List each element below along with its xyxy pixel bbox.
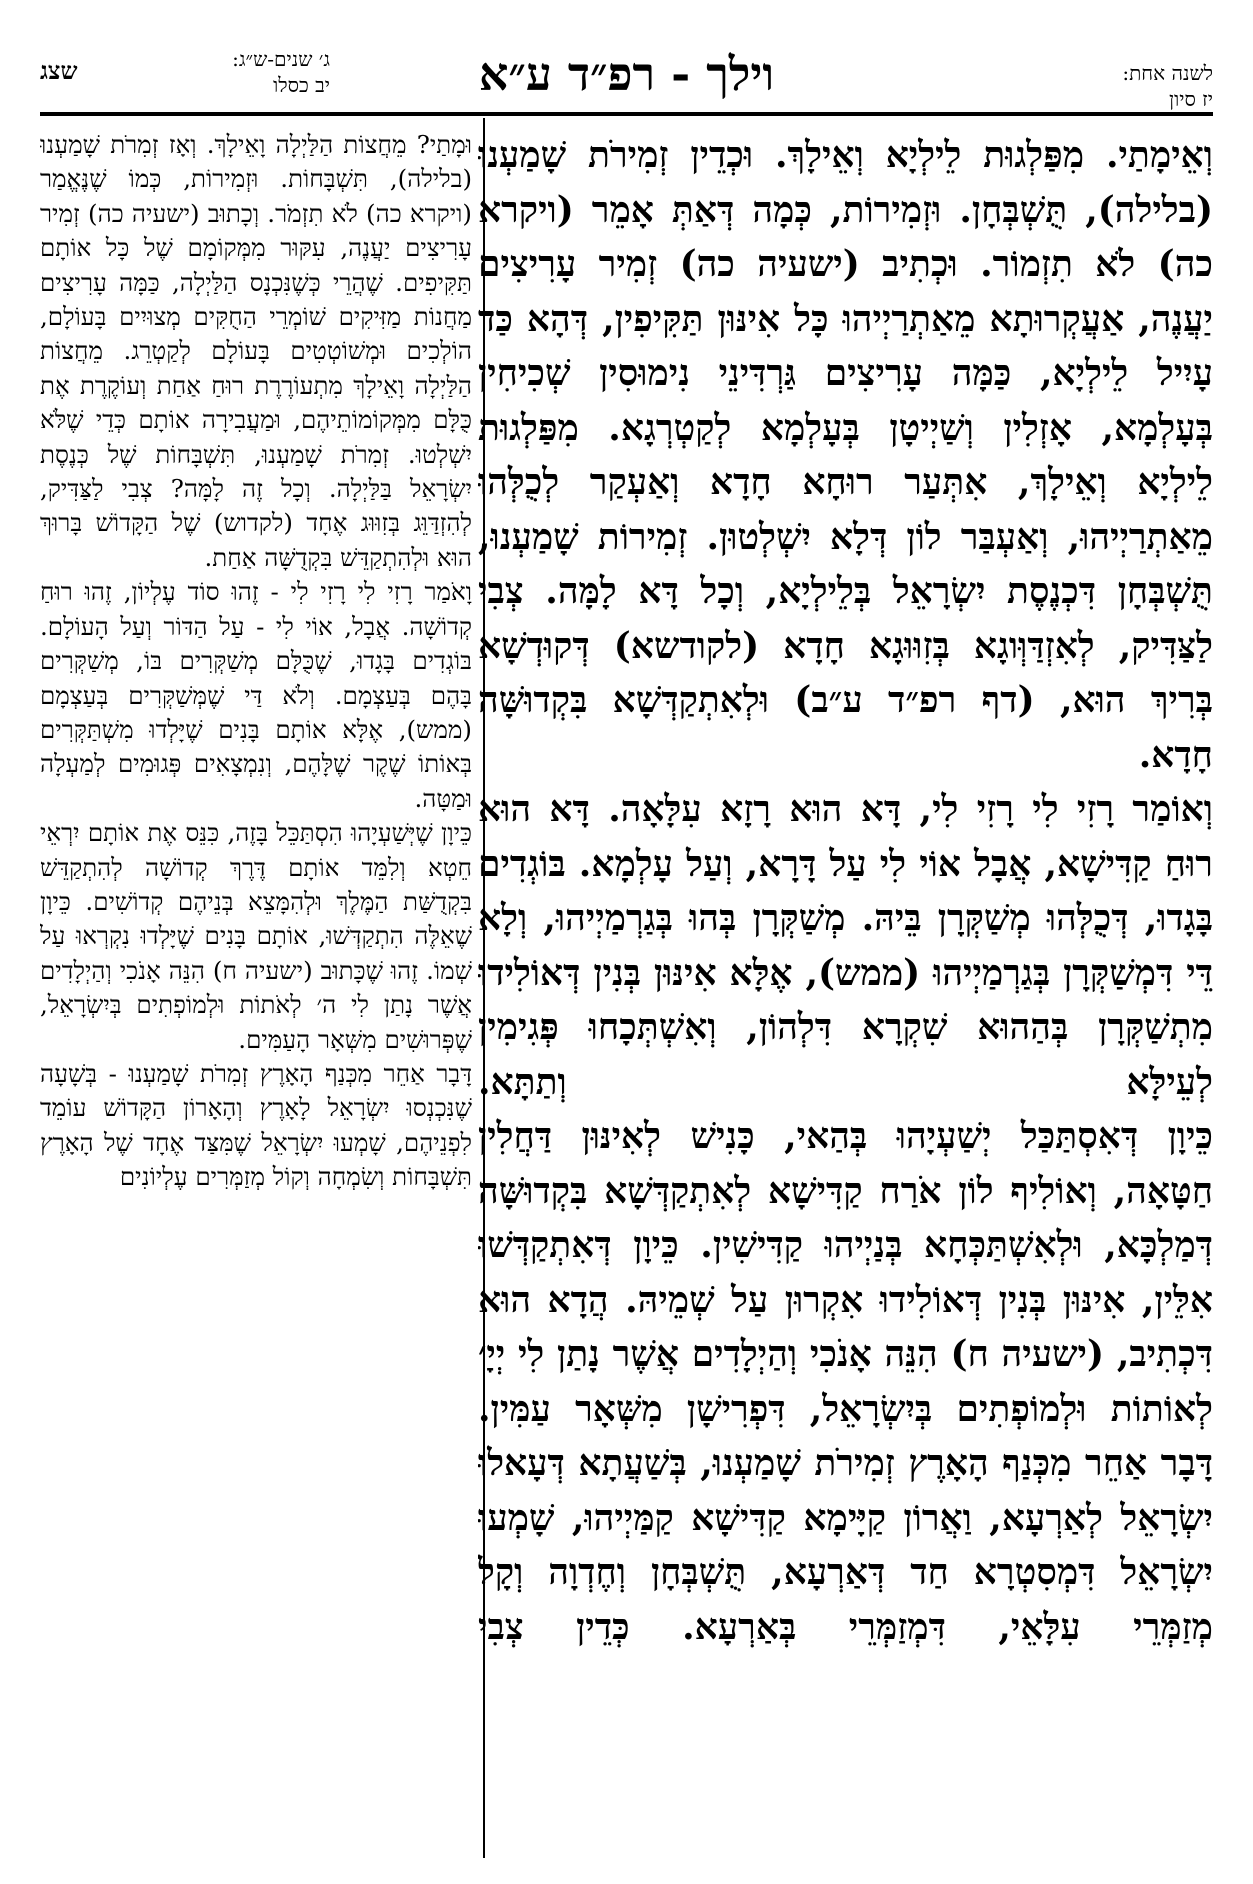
main-paragraph-2: וְאוֹמַר רָזִי לִי רָזִי לִי, דָּא הוּא רָזָא עִלָּאָה. דָּא הוּא רוּחַ קַדִּישָׁא, אֲבָל אוֹי לִי עַל דָּרָא, וְעַל עָלְמָא. בּוֹגְדִים בָּגָדוּ, דְּכֻלְּהוּ מְשַׁקְּרָן בֵּיהּ. מְשַׁקְּרָן בְּהוּ בְּגַרְמַיְיהוּ, וְלָא דֵּי דִּמְשַׁקְּרָן בְּגַרְמַיְיהוּ (ממש), אֶלָּא אִינּוּן בְּנִין דְּאוֹלִידוּ מִתְשַׁקְּרָן בְּהַהוּא שִׁקְרָא דִּלְהוֹן, וְאִשְׁתְּכָחוּ פְּגִימִין לְעֵילָּא וְתַתָּא. xyxy=(478,788,1213,1103)
aramaic-column xyxy=(478,128,1213,1868)
date-cycle-label: יב כסלו xyxy=(273,73,330,97)
year-cycle-label: ג׳ שנים-ש״ג: xyxy=(232,47,330,71)
side-paragraph-4: דָּבָר אַחֵר מִכְּנַף הָאָרֶץ זְמִרֹת שָׁמַעְנוּ - בְּשָׁעָה שֶׁנִּכְנְסוּ יִשְׂרָאֵל לָאָרֶץ וְהָאָרוֹן הַקָּדוֹשׁ עוֹמֵד לִפְנֵיהֶם, שָׁמְעוּ יִשְׂרָאֵל שֶׁמִּצַּד אֶחָד שֶׁל הָאָרֶץ תִּשְׁבָּחוֹת וְשִׂמְחָה וְקוֹל מְזַמְּרִים עֶלְיוֹנִים xyxy=(40,1058,472,1192)
main-paragraph-3: כֵּיוָן דְּאִסְתַּכַּל יְשַׁעְיָהוּ בְּהַאי, כָּנִישׁ לְאִינּוּן דַּחֲלִין חַטָּאָה, וְאוֹלִיף לוֹן אֹרַח קַדִּישָׁא לְאִתְקַדְּשָׁא בִּקְדוּשָּׁה דְּמַלְכָּא, וּלְאִשְׁתַּכְּחָא בְּנַיְיהוּ קַדִּישִׁין. כֵּיוָן דְּאִתְקַדְּשׁוּ אִלֵּין, אִינּוּן בְּנִין דְּאוֹלִידוּ אִקְרוּן עַל שְׁמֵיהּ. הֲדָא הוּא דִּכְתִיב, (ישעיה ח) הִנֵּה אָנֹכִי וְהַיְלָדִים אֲשֶׁר נָתַן לִי יְיָ׳ לְאוֹתוֹת וּלְמוֹפְתִים בְּיִשְׂרָאֵל, דִּפְרִישָׁן מִשְּׁאָר עַמִּין. xyxy=(478,1115,1213,1430)
main-paragraph-4: דָּבָר אַחֵר מִכְּנַף הָאָרֶץ זְמִירֹת שָׁמַעְנוּ, בְּשַׁעֲתָא דְּעָאלוּ יִשְׂרָאֵל לְאַרְעָא, וַאֲרוֹן קַיָּימָא קַדִּישָׁא קַמַּיְיהוּ, שָׁמְעוּ יִשְׂרָאֵל דִּמְסִטְרָא חַד דְּאַרְעָא, תֻּשְׁבְּחָן וְחֶדְוָה וְקָל מְזַמְּרֵי עִלָּאֵי, דִּמְזַמְּרֵי בְּאַרְעָא. כְּדֵין צְבִי xyxy=(478,1442,1213,1648)
hebrew-translation-column xyxy=(40,128,472,1868)
one-year-label: לשנה אחת: xyxy=(1122,61,1213,85)
side-paragraph-1: וּמָתַי? מֵחֲצוֹת הַלַּיְלָה וָאֵילָךְ. וְאָז זְמִרֹת שָׁמַעְנוּ (בלילה), תִּשְׁבָּחוֹת. וּזְמִירוֹת, כְּמוֹ שֶׁנֶּאֱמַר (ויקרא כה) לֹא תִזְמֹר. וְכָתוּב (ישעיה כה) זְמִיר עָרִיצִים יַעֲנֶה, עִקּוּר מִמְּקוֹמָם שֶׁל כָּל אוֹתָם תַּקִּיפִים. שֶׁהֲרֵי כְּשֶׁנִּכְנָס הַלַּיְלָה, כַּמָּה עָרִיצִים מַחֲנוֹת מַזִּיקִים שׁוֹמְרֵי הַחֻקִּים מְצוּיִים בָּעוֹלָם, הוֹלְכִים וּמְשׁוֹטְטִים בָּעוֹלָם לְקַטְרֵג. מֵחֲצוֹת הַלַּיְלָה וָאֵילָךְ מִתְעוֹרֶרֶת רוּחַ אַחַת וְעוֹקֶרֶת אֶת כֻּלָּם מִמְּקוֹמוֹתֵיהֶם, וּמַעֲבִירָה אוֹתָם כְּדֵי שֶׁלֹּא יִשְׁלְטוּ. זְמִרֹת שָׁמַעְנוּ, תִּשְׁבָּחוֹת שֶׁל כְּנֶסֶת יִשְׂרָאֵל בַּלַּיְלָה. וְכָל זֶה לָמָּה? צְבִי לַצַּדִּיק, לְהִזְדַּוֵּג בְּזִוּוּג אֶחָד (לקדוש) שֶׁל הַקָּדוֹשׁ בָּרוּךְ הוּא וּלְהִתְקַדֵּשׁ בִּקְדֻשָּׁה אַחַת. xyxy=(40,130,472,572)
page-title: וילך - רפ״ד ע״א xyxy=(478,47,775,101)
side-paragraph-2: וָאֹמַר רָזִי לִי רָזִי לִי - זֶהוּ סוֹד עֶלְיוֹן, זֶהוּ רוּחַ קְדוֹשָׁה. אֲבָל, אוֹי לִי - עַל הַדּוֹר וְעַל הָעוֹלָם. בּוֹגְדִים בָּגָדוּ, שֶׁכֻּלָּם מְשַׁקְּרִים בּוֹ, מְשַׁקְּרִים בָּהֶם בְּעַצְמָם. וְלֹא דַּי שֶׁמְּשַׁקְּרִים בְּעַצְמָם (ממש), אֶלָּא אוֹתָם בָּנִים שֶׁיָּלְדוּ מִשְׁתַּקְּרִים בְּאוֹתוֹ שֶׁקֶר שֶׁלָּהֶם, וְנִמְצָאִים פְּגוּמִים לְמַעְלָה וּמַטָּה. xyxy=(40,577,472,813)
page-number: שצג xyxy=(40,56,78,85)
main-paragraph-1: וְאֵימָתַי. מִפַּלְגוּת לֵילְיָא וְאֵילָךְ. וּכְדֵין זְמִירֹת שָׁמַעְנוּ (בלילה), תֻּשְׁבְּחָן. וּזְמִירוֹת, כְּמָה דְּאַתְּ אָמֵר (ויקרא כה) לֹא תִזְמוֹר. וּכְתִיב (ישעיה כה) זְמִיר עָרִיצִים יַעֲנֶה, אַעֲקְרוּתָא מֵאַתְרַיְיהוּ כָּל אִינּוּן תַּקִּיפִין, דְּהָא כַּד עָיִיל לֵילְיָא, כַּמָּה עָרִיצִים גַּרְדִּינֵי נִימוּסִין שְׁכִיחִין בְּעָלְמָא, אָזְלִין וְשַׁיְיטָן בְּעָלְמָא לְקַטְרְגָא. מִפַּלְגוּת לֵילְיָא וְאֵילָךְ, אִתְּעַר רוּחָא חָדָא וְאַעְקַר לְכֻלְּהוּ מֵאַתְרַיְיהוּ, וְאַעְבַּר לוֹן דְּלָא יִשְׁלְטוּן. זְמִירוֹת שָׁמַעְנוּ, תֻּשְׁבְּחָן דִּכְנֶסֶת יִשְׂרָאֵל בְּלֵילְיָא, וְכָל דָּא לָמָּה. צְבִי לַצַּדִּיק, לְאִזְדַּוְּוגָא בְּזִוּוּגָא חָדָא (לקודשא) דְּקוּדְשָׁא בְּרִיךְ הוּא, (דף רפ״ד ע״ב) וּלְאִתְקַדְּשָׁא בִּקְדוּשָּׁה חָדָא. xyxy=(478,134,1213,776)
side-paragraph-3: כֵּיוָן שֶׁיְּשַׁעְיָהוּ הִסְתַּכֵּל בָּזֶה, כִּנֵּס אֶת אוֹתָם יִרְאֵי חֵטְא וְלִמֵּד אוֹתָם דֶּרֶךְ קְדוֹשָׁה לְהִתְקַדֵּשׁ בִּקְדֻשַּׁת הַמֶּלֶךְ וּלְהִמָּצֵא בְּנֵיהֶם קְדוֹשִׁים. כֵּיוָן שֶׁאֵלֶּה הִתְקַדְּשׁוּ, אוֹתָם בָּנִים שֶׁיָּלְדוּ נִקְרְאוּ עַל שְׁמוֹ. זֶהוּ שֶׁכָּתוּב (ישעיה ח) הִנֵּה אָנֹכִי וְהַיְלָדִים אֲשֶׁר נָתַן לִי ה׳ לְאֹתוֹת וּלְמוֹפְתִים בְּיִשְׂרָאֵל, שֶׁפְּרוּשִׁים מִשְּׁאָר הָעַמִּים. xyxy=(40,818,472,1054)
header-rule xyxy=(40,112,1213,116)
one-year-cycle xyxy=(1122,60,1213,112)
one-year-date: יז סיון xyxy=(1168,87,1213,111)
